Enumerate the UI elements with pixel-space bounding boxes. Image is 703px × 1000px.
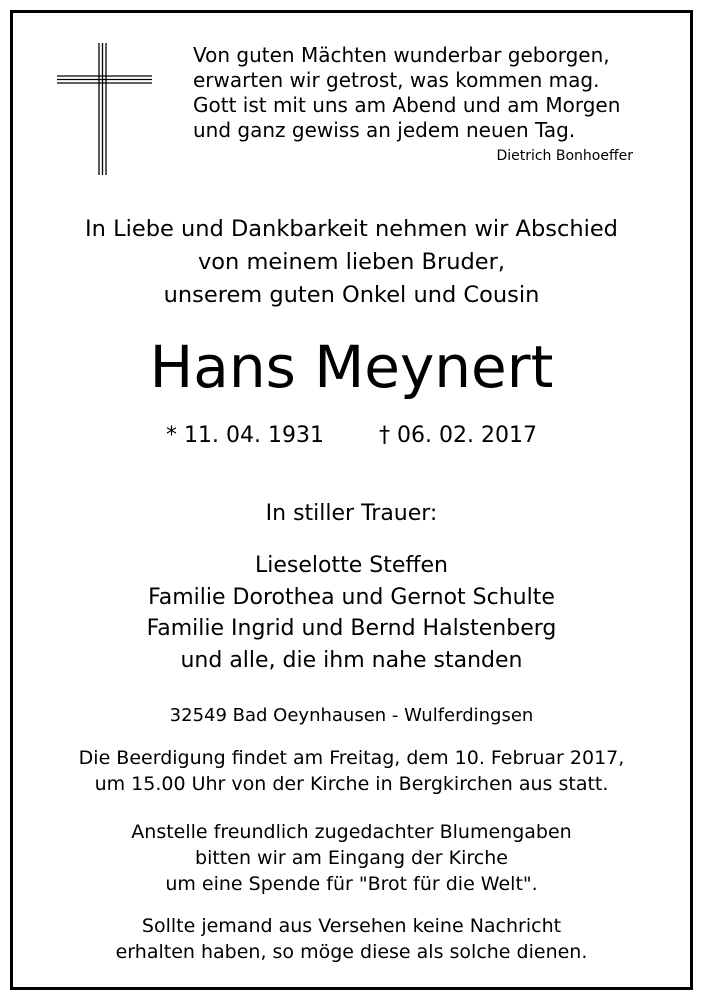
mourner-name: Lieselotte Steffen xyxy=(254,553,448,578)
donation-request xyxy=(13,819,690,897)
donation-line: Anstelle freundlich zugedachter Blumengaben xyxy=(131,821,572,843)
funeral-info xyxy=(13,745,690,797)
intro-line: von meinem lieben Bruder, xyxy=(197,249,506,275)
poem-author: Dietrich Bonhoeffer xyxy=(496,148,633,164)
obituary-notice xyxy=(10,10,693,990)
notice-line: erhalten haben, so möge diese als solche dienen. xyxy=(115,941,588,963)
mourner-name: und alle, die ihm nahe standen xyxy=(180,647,523,673)
mourning-title: In stiller Trauer: xyxy=(265,501,438,526)
notice-line: Sollte jemand aus Versehen keine Nachricht xyxy=(141,915,562,937)
poem-line: Von guten Mächten wunderbar geborgen, xyxy=(193,43,610,67)
notification-note xyxy=(13,913,690,965)
mourner-name: Familie Ingrid und Bernd Halstenberg xyxy=(146,616,557,641)
poem xyxy=(193,43,633,165)
cross-icon xyxy=(55,39,155,179)
intro-text xyxy=(13,213,690,312)
place-line: 32549 Bad Oeynhausen - Wulferdingsen xyxy=(169,705,534,726)
donation-line: bitten wir am Eingang der Kirche xyxy=(195,847,508,869)
poem-line: Gott ist mit uns am Abend und am Morgen xyxy=(193,93,621,117)
funeral-line: Die Beerdigung findet am Freitag, dem 10. Februar 2017, xyxy=(78,747,625,769)
poem-line: erwarten wir getrost, was kommen mag. xyxy=(193,68,600,92)
birth-date: * 11. 04. 1931 xyxy=(166,423,324,448)
poem-line: und ganz gewiss an jedem neuen Tag. xyxy=(193,118,576,142)
intro-line: unserem guten Onkel und Cousin xyxy=(163,282,540,308)
deceased-name: Hans Meynert xyxy=(149,333,554,401)
funeral-line: um 15.00 Uhr von der Kirche in Bergkirchen aus statt. xyxy=(94,773,609,795)
donation-line: um eine Spende für "Brot für die Welt". xyxy=(165,873,538,895)
intro-line: In Liebe und Dankbarkeit nehmen wir Abschied xyxy=(85,216,618,242)
mourner-name: Familie Dorothea und Gernot Schulte xyxy=(148,584,555,610)
life-dates xyxy=(13,421,690,451)
death-date: † 06. 02. 2017 xyxy=(379,423,537,448)
mourners-list xyxy=(13,550,690,676)
